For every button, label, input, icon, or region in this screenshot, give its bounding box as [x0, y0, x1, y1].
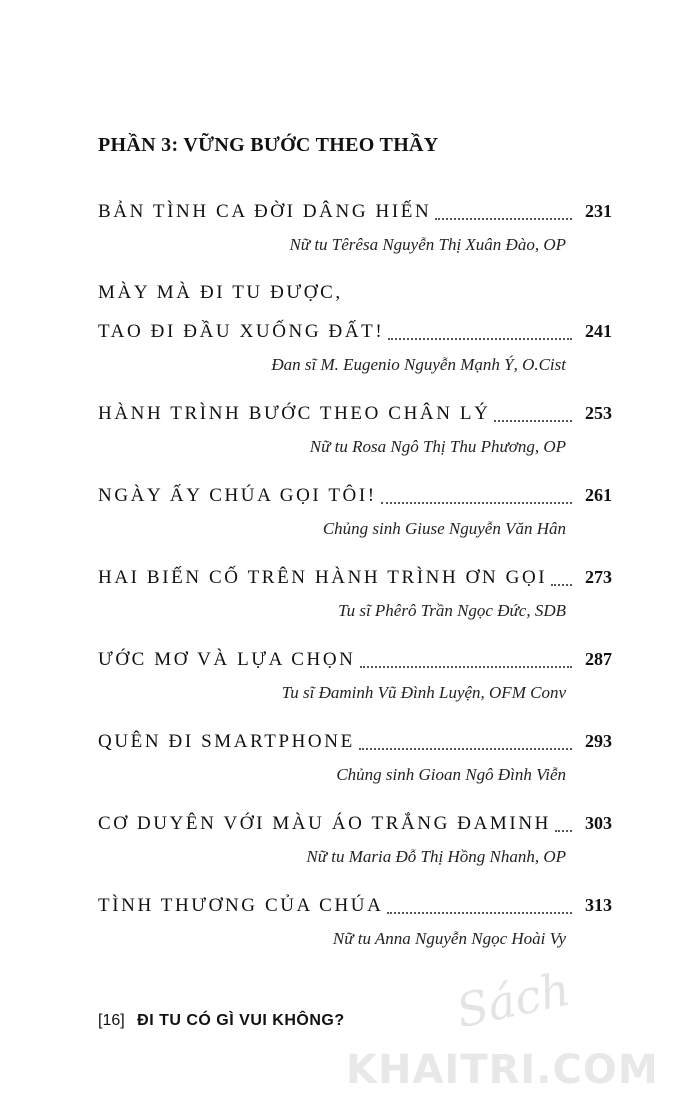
- dot-leader: [359, 747, 572, 750]
- entry-author: Đan sĩ M. Eugenio Nguyễn Mạnh Ý, O.Cist: [271, 355, 566, 374]
- toc-line: [98, 722, 612, 760]
- page-number: 313: [585, 895, 612, 915]
- entry-author: Nữ tu Maria Đỗ Thị Hồng Nhanh, OP: [306, 847, 566, 866]
- page-number: 231: [585, 201, 612, 221]
- toc-entry[interactable]: [98, 558, 612, 640]
- entry-title: BẢN TÌNH CA ĐỜI DÂNG HIẾN: [98, 201, 432, 222]
- toc-entry[interactable]: [98, 274, 612, 394]
- entry-author: Tu sĩ Phêrô Trần Ngọc Đức, SDB: [338, 601, 566, 620]
- entry-title-continued: TAO ĐI ĐẦU XUỐNG ĐẤT!: [98, 321, 385, 342]
- toc-entry[interactable]: [98, 640, 612, 722]
- toc-line: [98, 274, 612, 312]
- table-of-contents: [98, 192, 612, 968]
- toc-line: [98, 886, 612, 924]
- toc-entry[interactable]: [98, 394, 612, 476]
- entry-author: Tu sĩ Đaminh Vũ Đình Luyện, OFM Conv: [281, 683, 566, 702]
- toc-line: [98, 804, 612, 842]
- toc-line: [98, 476, 612, 514]
- page-number: 241: [585, 321, 612, 341]
- watermark-script: Sách: [451, 961, 575, 1039]
- toc-entry[interactable]: [98, 192, 612, 274]
- entry-title: ƯỚC MƠ VÀ LỰA CHỌN: [98, 649, 356, 670]
- entry-author: Nữ tu Anna Nguyễn Ngọc Hoài Vy: [332, 929, 566, 948]
- dot-leader: [555, 829, 572, 832]
- entry-title: HÀNH TRÌNH BƯỚC THEO CHÂN LÝ: [98, 403, 491, 424]
- watermark-logo: [346, 961, 676, 1093]
- toc-entry[interactable]: [98, 886, 612, 968]
- dot-leader: [494, 419, 572, 422]
- dot-leader: [388, 337, 572, 340]
- section-title: PHẦN 3: VỮNG BƯỚC THEO THẦY: [98, 134, 439, 156]
- entry-title: QUÊN ĐI SMARTPHONE: [98, 731, 355, 752]
- page-footer: [98, 1012, 345, 1030]
- dot-leader: [381, 501, 572, 504]
- page-number: 293: [585, 731, 612, 751]
- toc-line: [98, 640, 612, 678]
- page-number: 253: [585, 403, 612, 423]
- page-number: 303: [585, 813, 612, 833]
- entry-title: CƠ DUYÊN VỚI MÀU ÁO TRẮNG ĐAMINH: [98, 813, 551, 834]
- footer-page-number: [16]: [98, 1012, 125, 1029]
- entry-title: TÌNH THƯƠNG CỦA CHÚA: [98, 895, 384, 916]
- page-number: 287: [585, 649, 612, 669]
- toc-entry[interactable]: [98, 722, 612, 804]
- entry-author: Nữ tu Rosa Ngô Thị Thu Phương, OP: [309, 437, 566, 456]
- toc-line: [98, 192, 612, 230]
- entry-author: Chủng sinh Giuse Nguyễn Văn Hân: [322, 519, 566, 538]
- dot-leader: [360, 665, 572, 668]
- watermark-text: KHAITRI.COM: [346, 1047, 659, 1093]
- toc-line: [98, 312, 612, 350]
- entry-author: Nữ tu Têrêsa Nguyễn Thị Xuân Đào, OP: [289, 235, 566, 254]
- page-number: 261: [585, 485, 612, 505]
- entry-title: HAI BIẾN CỐ TRÊN HÀNH TRÌNH ƠN GỌI: [98, 567, 548, 588]
- toc-line: [98, 394, 612, 432]
- page-number: 273: [585, 567, 612, 587]
- dot-leader: [435, 217, 572, 220]
- entry-title: NGÀY ẤY CHÚA GỌI TÔI!: [98, 485, 377, 506]
- toc-entry[interactable]: [98, 476, 612, 558]
- dot-leader: [551, 583, 572, 586]
- entry-author: Chủng sinh Gioan Ngô Đình Viễn: [336, 765, 566, 784]
- toc-entry[interactable]: [98, 804, 612, 886]
- toc-line: [98, 558, 612, 596]
- entry-title: MÀY MÀ ĐI TU ĐƯỢC,: [98, 282, 343, 303]
- dot-leader: [387, 911, 572, 914]
- footer-book-title: ĐI TU CÓ GÌ VUI KHÔNG?: [137, 1012, 345, 1029]
